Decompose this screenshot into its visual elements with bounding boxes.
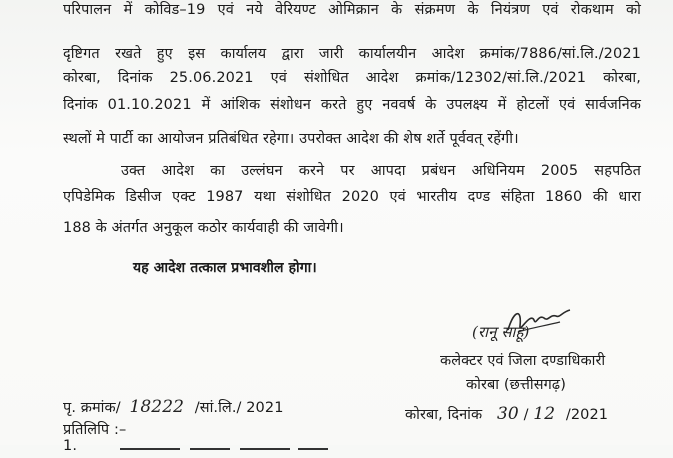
date-separator: / (523, 407, 529, 423)
next-item-number: 1. (63, 438, 78, 454)
paragraph-1-line-3: कोरबा, दिनांक 25.06.2021 एवं संशोधित आदेश क्रमांक/12302/सां.लि./2021 कोरबा, (63, 70, 641, 86)
reference-number-handwritten: 18222 (129, 397, 185, 417)
cut-off-text-line (120, 439, 330, 445)
signature-scribble (500, 300, 580, 340)
signatory-name: (रानू साहू) (472, 323, 530, 341)
paragraph-1-line-5: स्थलों मे पार्टी का आयोजन प्रतिबंधित रहेगा। उपरोक्त आदेश की शेष शर्ते पूर्ववत् रहेंगी। (63, 131, 519, 147)
copy-label: प्रतिलिपि :– (63, 422, 127, 438)
date-day-handwritten: 30 (497, 404, 519, 424)
reference-suffix: /सां.लि./ 2021 (194, 400, 284, 416)
paragraph-2-line-3: 188 के अंतर्गत अनुकूल कठोर कार्यवाही की जावेगी। (63, 220, 344, 236)
reference-line (63, 398, 284, 417)
date-month-handwritten: 12 (533, 404, 556, 424)
signatory-designation: कलेक्टर एवं जिला दण्डाधिकारी (440, 353, 606, 369)
date-prefix: कोरबा, दिनांक (405, 407, 483, 423)
effective-statement: यह आदेश तत्काल प्रभावशील होगा। (133, 260, 317, 276)
paragraph-1-line-4: दिनांक 01.10.2021 में आंशिक संशोधन करते हुए नववर्ष के उपलक्ष्य में होटलों एवं सार्वजनिक (63, 97, 641, 113)
date-year: /2021 (565, 407, 609, 423)
paragraph-2-line-1: उक्त आदेश का उल्लंघन करने पर आपदा प्रबंधन अधिनियम 2005 सहपठित (121, 163, 641, 179)
paragraph-1-line-1: परिपालन में कोविड–19 एवं नये वेरियण्ट ओमिक्रान के संक्रमण के नियंत्रण एवं रोकथाम को (63, 2, 641, 18)
paragraph-1-line-2: दृष्टिगत रखते हुए इस कार्यालय द्वारा जारी कार्यालयीन आदेश क्रमांक/7886/सां.लि./2021 (63, 46, 641, 62)
footer-date-line (405, 405, 608, 424)
paragraph-2-line-2: एपिडेमिक डिसीज एक्ट 1987 यथा संशोधित 2020 एवं भारतीय दण्ड संहिता 1860 की धारा (63, 189, 641, 205)
signatory-place: कोरबा (छत्तीसगढ़) (466, 377, 566, 393)
reference-prefix: पृ. क्रमांक/ (63, 400, 121, 416)
